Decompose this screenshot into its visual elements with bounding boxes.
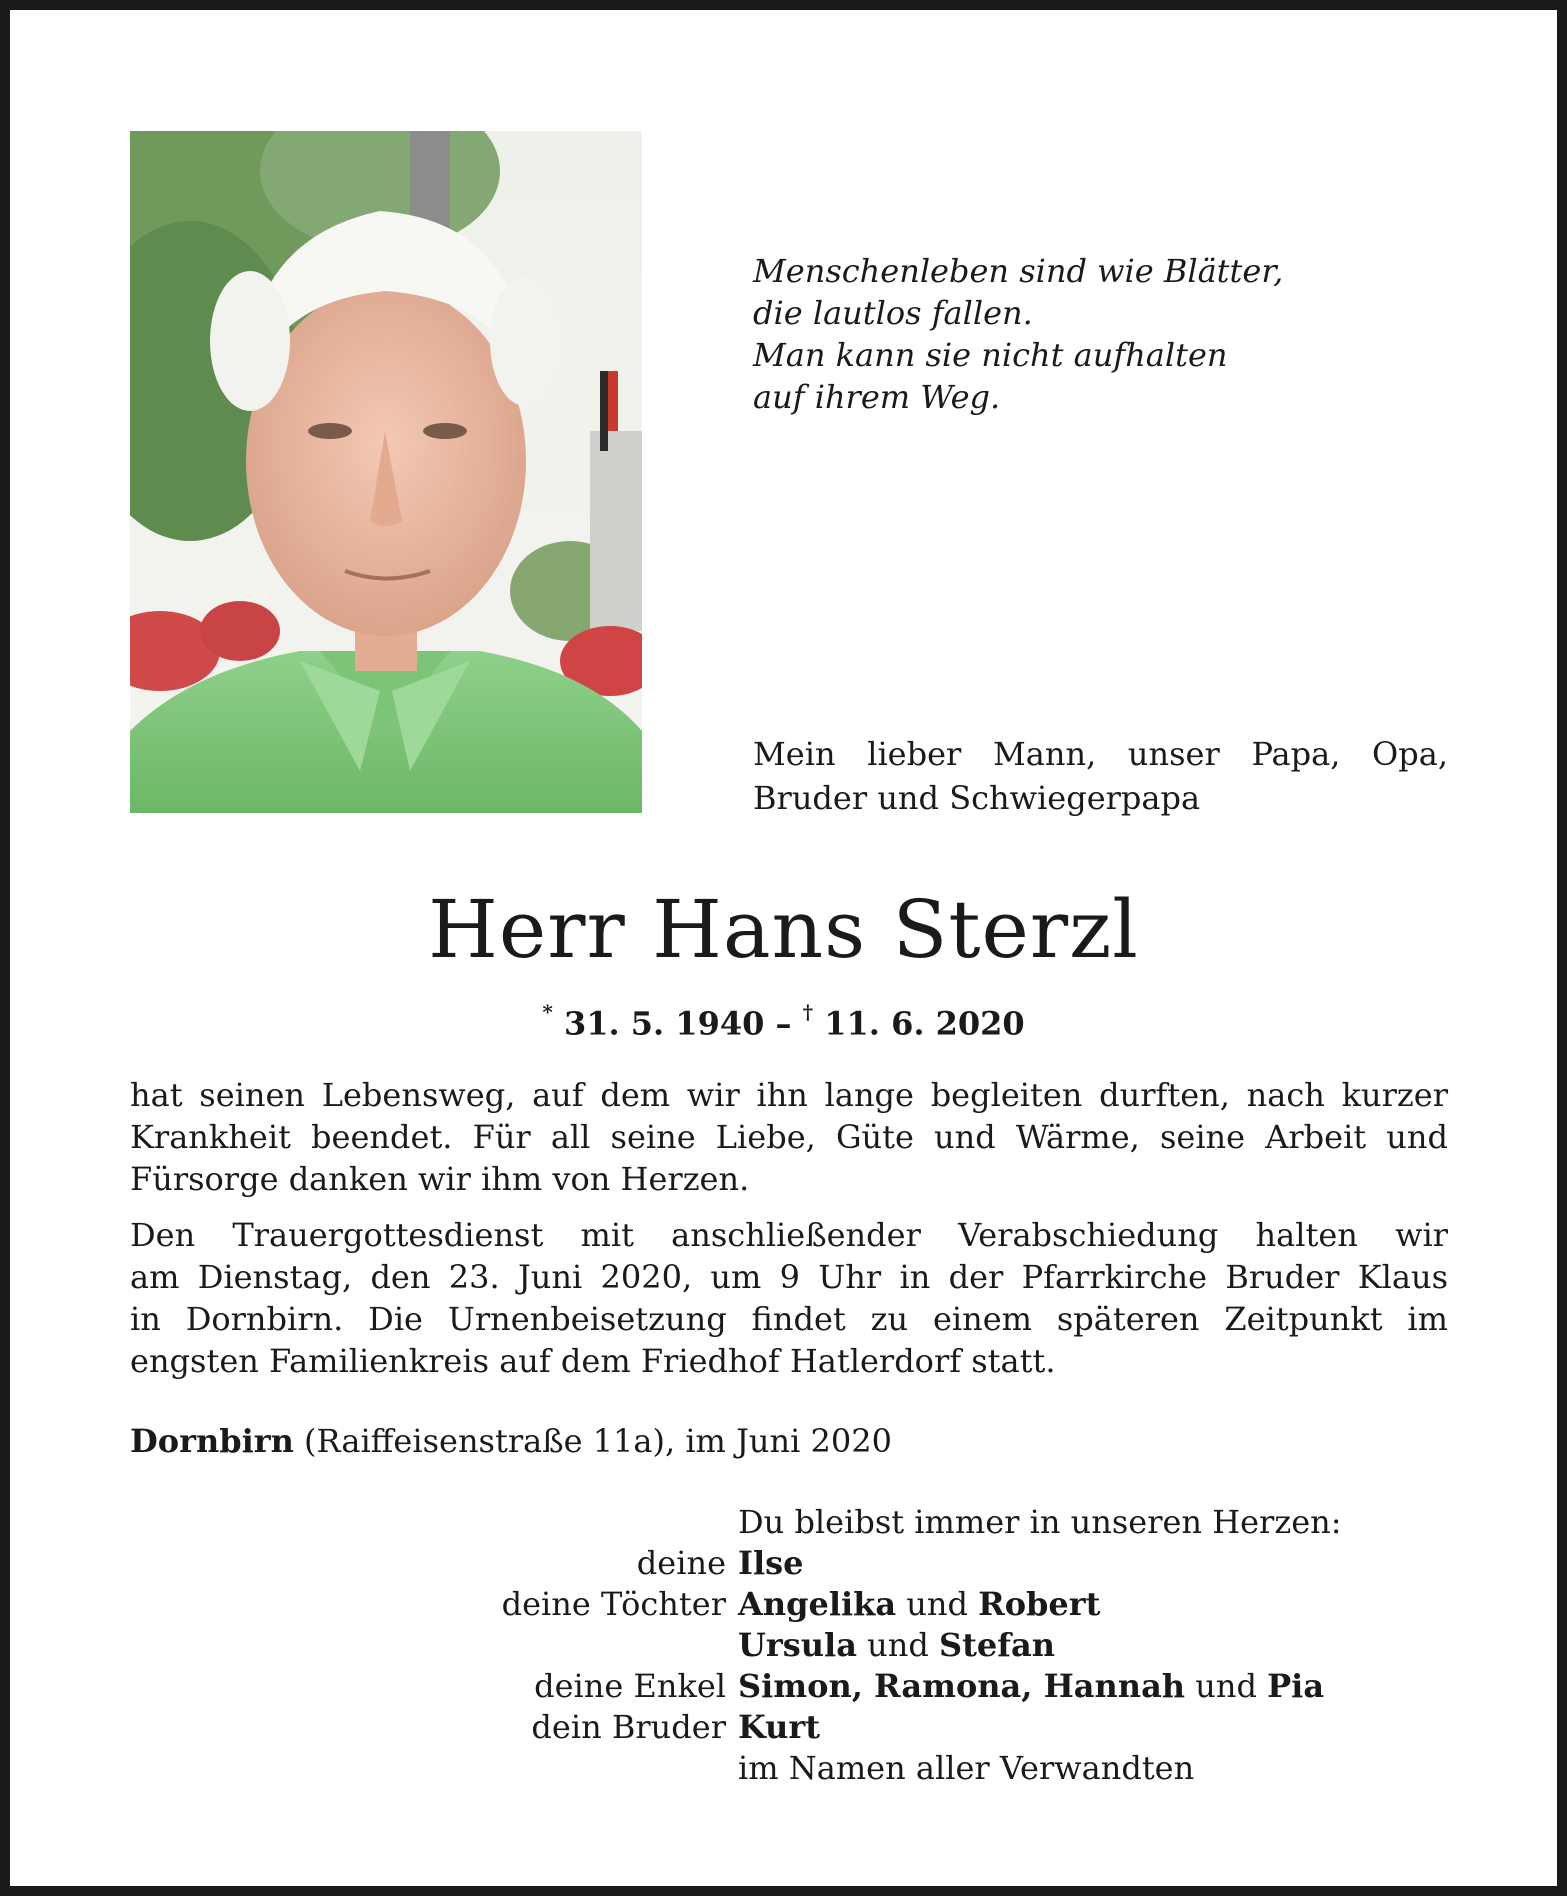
paragraph-line: Fürsorge danken wir ihm von Herzen. xyxy=(130,1160,750,1198)
poem-line: Man kann sie nicht aufhalten xyxy=(753,336,1228,374)
family-heading: Du bleibst immer in unseren Herzen: xyxy=(738,1503,1342,1541)
paragraph-line: hat seinen Lebensweg, auf dem wir ihn lange begleiten durften, nach kurzer xyxy=(130,1076,1448,1114)
family-member-name: Ursula xyxy=(738,1626,857,1664)
family-names xyxy=(738,1707,1448,1748)
birth-symbol: * xyxy=(542,1000,553,1024)
family-relation: deine Enkel xyxy=(534,1667,726,1705)
poem-line: die lautlos fallen. xyxy=(753,294,1033,332)
family-relation: deine xyxy=(636,1544,726,1582)
paragraph-line: engsten Familienkreis auf dem Friedhof Hatlerdorf statt. xyxy=(130,1342,1056,1380)
family-member-name: Pia xyxy=(1267,1667,1325,1705)
family-connector: im Namen aller Verwandten xyxy=(738,1749,1195,1787)
paragraph-line: Krankheit beendet. Für all seine Liebe, Güte und Wärme, seine Arbeit und xyxy=(130,1118,1448,1156)
family-relation xyxy=(130,1748,738,1789)
family-connector: und xyxy=(856,1626,939,1664)
obituary-page xyxy=(10,10,1557,1886)
poem-line: auf ihrem Weg. xyxy=(753,378,1001,416)
poem-line: Menschenleben sind wie Blätter, xyxy=(753,252,1284,290)
portrait-illustration xyxy=(130,131,642,813)
family-row xyxy=(130,1666,1448,1707)
family-row xyxy=(130,1707,1448,1748)
family-row xyxy=(130,1584,1448,1625)
family-member-name: Simon, Ramona, Hannah xyxy=(738,1667,1186,1705)
family-heading-row xyxy=(130,1502,1448,1543)
family-connector: und xyxy=(1185,1667,1268,1705)
place-city: Dornbirn xyxy=(130,1422,294,1460)
family-row xyxy=(130,1625,1448,1666)
death-symbol: † xyxy=(802,1000,814,1024)
birth-date: 31. 5. 1940 xyxy=(563,1004,765,1043)
paragraph-service xyxy=(130,1214,1448,1382)
death-date: 11. 6. 2020 xyxy=(824,1004,1025,1043)
family-member-name: Stefan xyxy=(938,1626,1055,1664)
portrait-photo xyxy=(130,131,642,813)
paragraph-line: am Dienstag, den 23. Juni 2020, um 9 Uhr in der Pfarrkirche Bruder Klaus xyxy=(130,1258,1448,1296)
place-address: (Raiffeisenstraße 11a), im Juni 2020 xyxy=(293,1422,892,1460)
family-list xyxy=(130,1502,1448,1789)
intro-line: Mein lieber Mann, unser Papa, Opa, xyxy=(753,735,1448,773)
family-names xyxy=(738,1666,1448,1707)
paragraph-line: in Dornbirn. Die Urnenbeisetzung findet zu einem späteren Zeitpunkt im xyxy=(130,1300,1448,1338)
family-relation xyxy=(130,1625,738,1666)
family-member-name: Kurt xyxy=(738,1708,821,1746)
place-date xyxy=(130,1420,892,1462)
intro-text xyxy=(753,732,1448,820)
family-connector: und xyxy=(896,1585,979,1623)
paragraph-line: Den Trauergottesdienst mit anschließender Verabschiedung halten wir xyxy=(130,1216,1448,1254)
family-closing-row xyxy=(130,1748,1448,1789)
family-row xyxy=(130,1543,1448,1584)
family-relation: deine Töchter xyxy=(501,1585,726,1623)
life-dates xyxy=(10,994,1557,1046)
intro-line: Bruder und Schwiegerpapa xyxy=(753,779,1201,817)
family-member-name: Robert xyxy=(978,1585,1101,1623)
family-relation: dein Bruder xyxy=(531,1708,726,1746)
paragraph-farewell xyxy=(130,1074,1448,1200)
family-names xyxy=(738,1625,1448,1666)
family-names xyxy=(738,1543,1448,1584)
date-separator: – xyxy=(764,1004,803,1043)
deceased-name: Herr Hans Sterzl xyxy=(428,883,1139,976)
poem-quote xyxy=(753,250,1283,418)
family-member-name: Ilse xyxy=(738,1544,804,1582)
family-member-name: Angelika xyxy=(738,1585,897,1623)
family-closing xyxy=(738,1748,1448,1789)
family-names xyxy=(738,1584,1448,1625)
